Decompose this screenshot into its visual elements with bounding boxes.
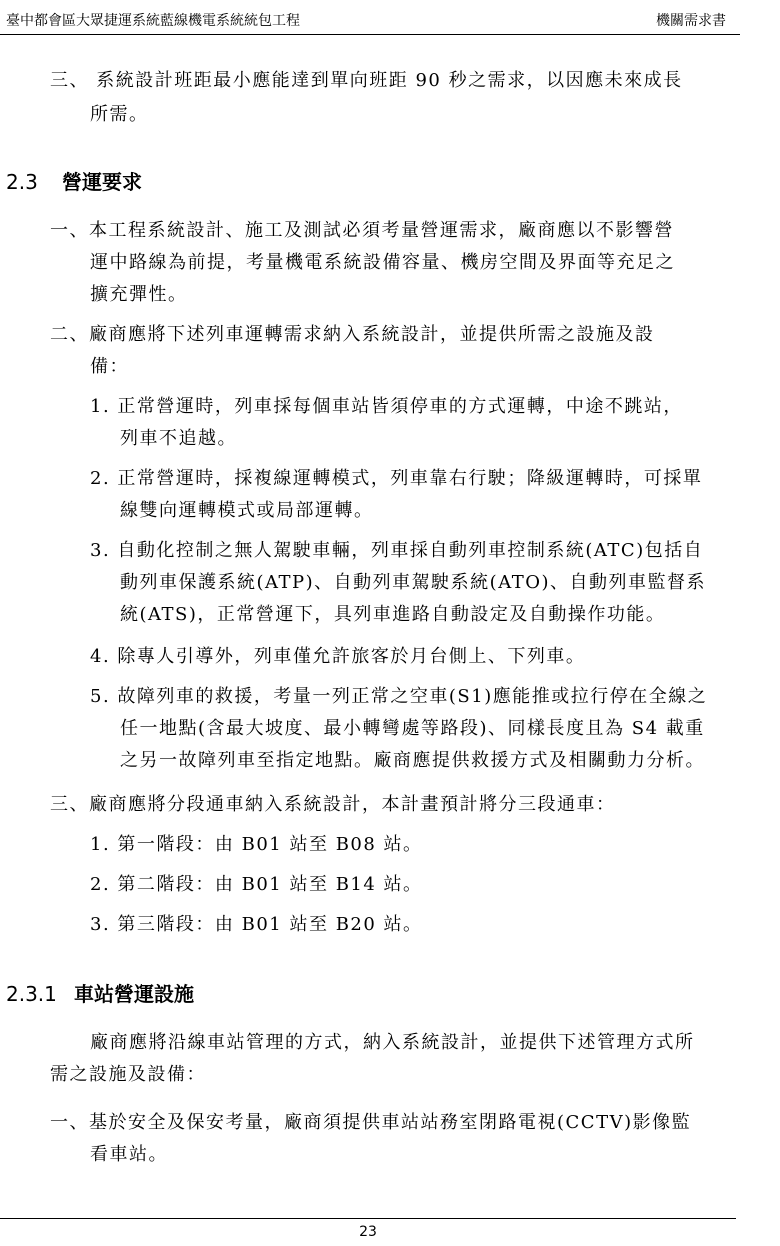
item1-line-2: 運中路線為前提，考量機電系統設備容量、機房空間及界面等充足之 xyxy=(90,252,675,273)
item2-sub1-line-2: 列車不追越。 xyxy=(120,428,237,449)
item2-sub1-line-1: 1. 正常營運時，列車採每個車站皆須停車的方式運轉，中途不跳站， xyxy=(90,396,683,417)
section-title: 車站營運設施 xyxy=(74,982,194,1006)
item2-sub4-line-1: 4. 除專人引導外，列車僅允許旅客於月台側上、下列車。 xyxy=(90,646,586,667)
item3-line-1: 三、廠商應將分段通車納入系統設計，本計畫預計將分三段通車： xyxy=(50,794,616,815)
header-document-title: 臺中都會區大眾捷運系統藍線機電系統統包工程 xyxy=(6,13,300,29)
item2-sub2-line-2: 線雙向運轉模式或局部運轉。 xyxy=(120,500,374,521)
item2-sub3-line-3: 統(ATS)，正常營運下，具列車進路自動設定及自動操作功能。 xyxy=(120,604,666,625)
item2-sub2-line-1: 2. 正常營運時，採複線運轉模式，列車靠右行駛；降級運轉時，可採單 xyxy=(90,468,703,489)
section-number: 2.3 xyxy=(6,170,38,194)
item1-line-1: 一、本工程系統設計、施工及測試必須考量營運需求，廠商應以不影響營 xyxy=(50,220,674,241)
header-document-type: 機關需求書 xyxy=(656,13,726,29)
item2-sub5-line-1: 5. 故障列車的救援，考量一列正常之空車(S1)應能推或拉行停在全線之 xyxy=(90,686,708,707)
intro-line-1: 三、 系統設計班距最小應能達到單向班距 90 秒之需求，以因應未來成長 xyxy=(50,70,683,91)
page-header xyxy=(0,8,740,35)
item2-sub5-line-3: 之另一故障列車至指定地點。廠商應提供救援方式及相關動力分析。 xyxy=(120,750,705,771)
item2-sub3-line-2: 動列車保護系統(ATP)、自動列車駕駛系統(ATO)、自動列車監督系 xyxy=(120,572,706,593)
section-number: 2.3.1 xyxy=(6,982,57,1006)
section-2-3-1-intro-line-2: 需之設施及設備： xyxy=(50,1064,206,1085)
item2-line-1: 二、廠商應將下述列車運轉需求納入系統設計，並提供所需之設施及設 xyxy=(50,324,655,345)
section-heading-2-3-1 xyxy=(6,978,194,1007)
section-2-3-1-intro-line-1: 廠商應將沿線車站管理的方式，納入系統設計，並提供下述管理方式所 xyxy=(90,1032,695,1053)
section-2-3-1-item1-line-1: 一、基於安全及保安考量，廠商須提供車站站務室閉路電視(CCTV)影像監 xyxy=(50,1112,692,1133)
section-title: 營運要求 xyxy=(62,170,142,194)
item2-line-2: 備： xyxy=(90,356,129,377)
item3-sub2: 2. 第二階段：由 B01 站至 B14 站。 xyxy=(90,874,423,895)
page-number: 23 xyxy=(359,1224,377,1240)
section-heading-2-3 xyxy=(6,166,142,195)
item3-sub1: 1. 第一階段：由 B01 站至 B08 站。 xyxy=(90,834,423,855)
intro-line-2: 所需。 xyxy=(90,104,149,125)
section-2-3-1-item1-line-2: 看車站。 xyxy=(90,1144,168,1165)
item2-sub5-line-2: 任一地點(含最大坡度、最小轉彎處等路段)、同樣長度且為 S4 載重 xyxy=(120,718,705,739)
page-footer-rule xyxy=(0,1218,736,1219)
item1-line-3: 擴充彈性。 xyxy=(90,284,188,305)
item2-sub3-line-1: 3. 自動化控制之無人駕駛車輛，列車採自動列車控制系統(ATC)包括自 xyxy=(90,540,704,561)
item3-sub3: 3. 第三階段：由 B01 站至 B20 站。 xyxy=(90,914,423,935)
